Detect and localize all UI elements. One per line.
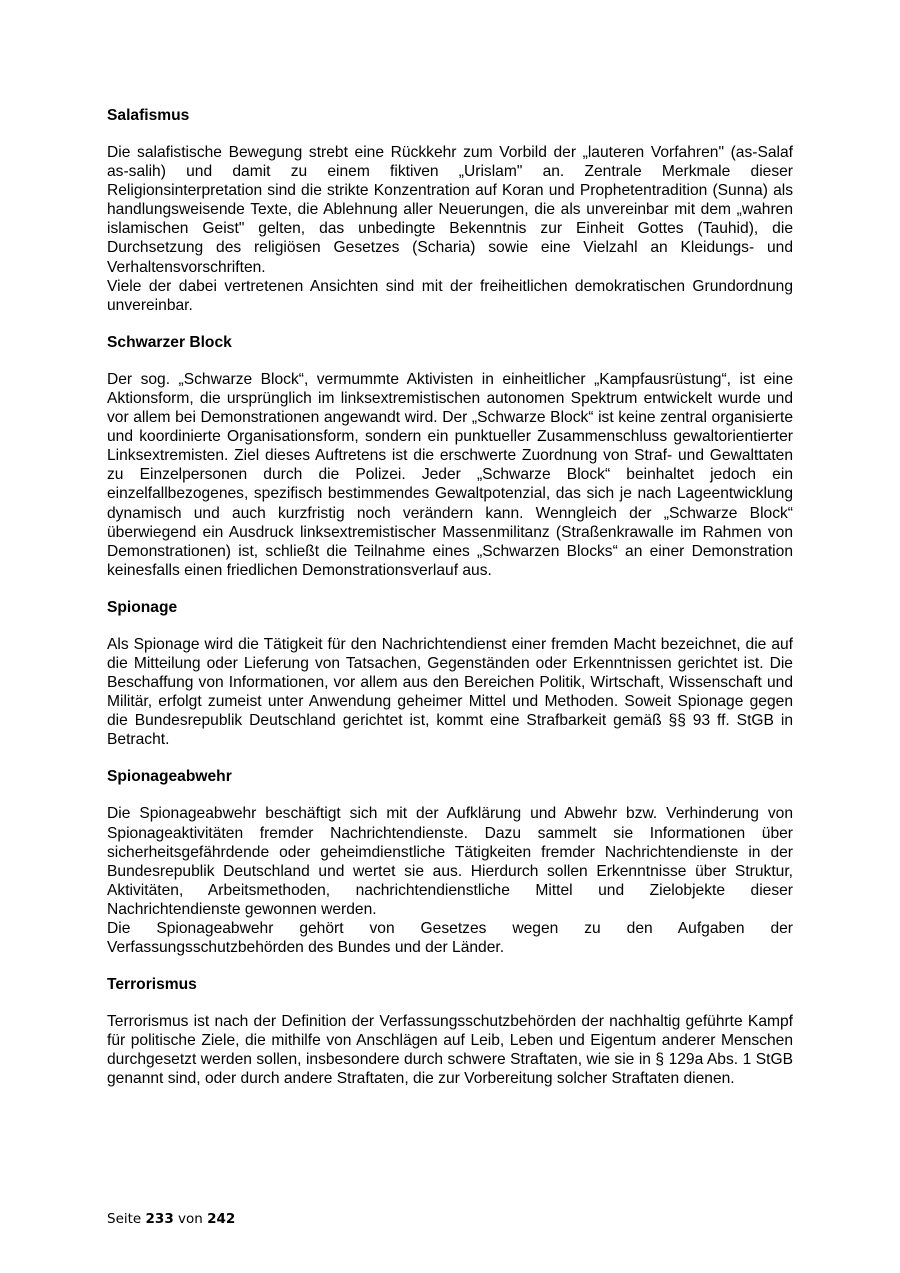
section-spionageabwehr (107, 767, 793, 957)
section-paragraph: Als Spionage wird die Tätigkeit für den Nachrichtendienst einer fremden Macht bezeichnet, die auf die Mitteilung oder Lieferung von Tatsachen, Gegenständen oder Erkenntnissen gerichtet ist. Die Beschaffung von Informationen, vor allem aus den Bereichen Politik, Wirtschaft, Wissenschaft und Militär, erfolgt zumeist unter Anwendung geheimer Mittel und Methoden. Soweit Spionage gegen die Bundesrepublik Deutschland gerichtet ist, kommt eine Strafbarkeit gemäß §§ 93 ff. StGB in Betracht. (107, 635, 793, 749)
section-terrorismus (107, 975, 793, 1088)
section-paragraph: Terrorismus ist nach der Definition der Verfassungsschutzbehörden der nachhaltig geführte Kampf für politische Ziele, die mithilfe von Anschlägen auf Leib, Leben und Eigentum anderer Menschen durchgesetzt werden sollen, insbesondere durch schwere Straftaten, wie sie in § 129a Abs. 1 StGB genannt sind, oder durch andere Straftaten, die zur Vorbereitung solcher Straftaten dienen. (107, 1013, 793, 1088)
section-title: Schwarzer Block (107, 333, 232, 351)
page-footer (107, 1211, 235, 1227)
section-title: Spionageabwehr (107, 768, 232, 786)
footer-separator: von (178, 1211, 203, 1227)
section-paragraph: Die salafistische Bewegung strebt eine Rückkehr zum Vorbild der „lauteren Vorfahren" (as-Salaf as-salih) und damit zu einem fiktiven „Urislam" an. Zentrale Merkmale dieser Religionsinterpretation sind die strikte Konzentration auf Koran und Prophetentradition (Sunna) als handlungsweisende Texte, die Ablehnung aller Neuerungen, die als unvereinbar mit dem „wahren islamischen Geist" gelten, das unbedingte Bekenntnis zur Einheit Gottes (Tauhid), die Durchsetzung des religiösen Gesetzes (Scharia) sowie eine Vielzahl an Kleidungs- und Verhaltensvorschriften. (107, 144, 793, 276)
section-spionage (107, 598, 793, 750)
section-title: Salafismus (107, 107, 190, 124)
footer-total-pages: 242 (207, 1211, 236, 1227)
section-paragraph: Die Spionageabwehr gehört von Gesetzes wegen zu den Aufgaben der Verfassungsschutzbehörden des Bundes und der Länder. (107, 920, 793, 957)
section-title: Terrorismus (107, 976, 197, 994)
footer-prefix: Seite (107, 1211, 142, 1227)
footer-current-page: 233 (145, 1211, 174, 1227)
section-title: Spionage (107, 598, 178, 616)
section-paragraph: Viele der dabei vertretenen Ansichten sind mit der freiheitlichen demokratischen Grundordnung unvereinbar. (107, 277, 793, 314)
section-schwarzer-block (107, 333, 793, 580)
section-paragraph: Die Spionageabwehr beschäftigt sich mit der Aufklärung und Abwehr bzw. Verhinderung von Spionageaktivitäten fremder Nachrichtendienste. Dazu sammelt sie Informationen über sicherheitsgefährdende oder geheimdienstliche Tätigkeiten fremder Nachrichtendienste in der Bundesrepublik Deutschland und wertet sie aus. Hierdurch sollen Erkenntnisse über Struktur, Aktivitäten, Arbeitsmethoden, nachrichtendienstliche Mittel und Zielobjekte dieser Nachrichtendienste gewonnen werden. (107, 805, 793, 918)
section-salafismus (107, 106, 793, 315)
document-body (107, 106, 793, 1107)
section-paragraph: Der sog. „Schwarze Block“, vermummte Aktivisten in einheitlicher „Kampfausrüstung“, ist eine Aktionsform, die ursprünglich im linksextremistischen autonomen Spektrum entwickelt wurde und vor allem bei Demonstrationen angewandt wird. Der „Schwarze Block“ ist keine zentral organisierte und koordinierte Organisationsform, sondern ein punktueller Zusammenschluss gewaltorientierter Linksextremisten. Ziel dieses Auftretens ist die erschwerte Zuordnung von Straf- und Gewalttaten zu Einzelpersonen durch die Polizei. Jeder „Schwarze Block“ beinhaltet jedoch ein einzelfallbezogenes, spezifisch bestimmendes Gewaltpotenzial, das sich je nach Lageentwicklung dynamisch und auch kurzfristig noch verändern kann. Wenngleich der „Schwarze Block“ überwiegend ein Ausdruck linksextremistischer Massenmilitanz (Straßenkrawalle im Rahmen von Demonstrationen) ist, schließt die Teilnahme eines „Schwarzen Blocks“ an einer Demonstration keinesfalls einen friedlichen Demonstrationsverlauf aus. (107, 370, 793, 579)
